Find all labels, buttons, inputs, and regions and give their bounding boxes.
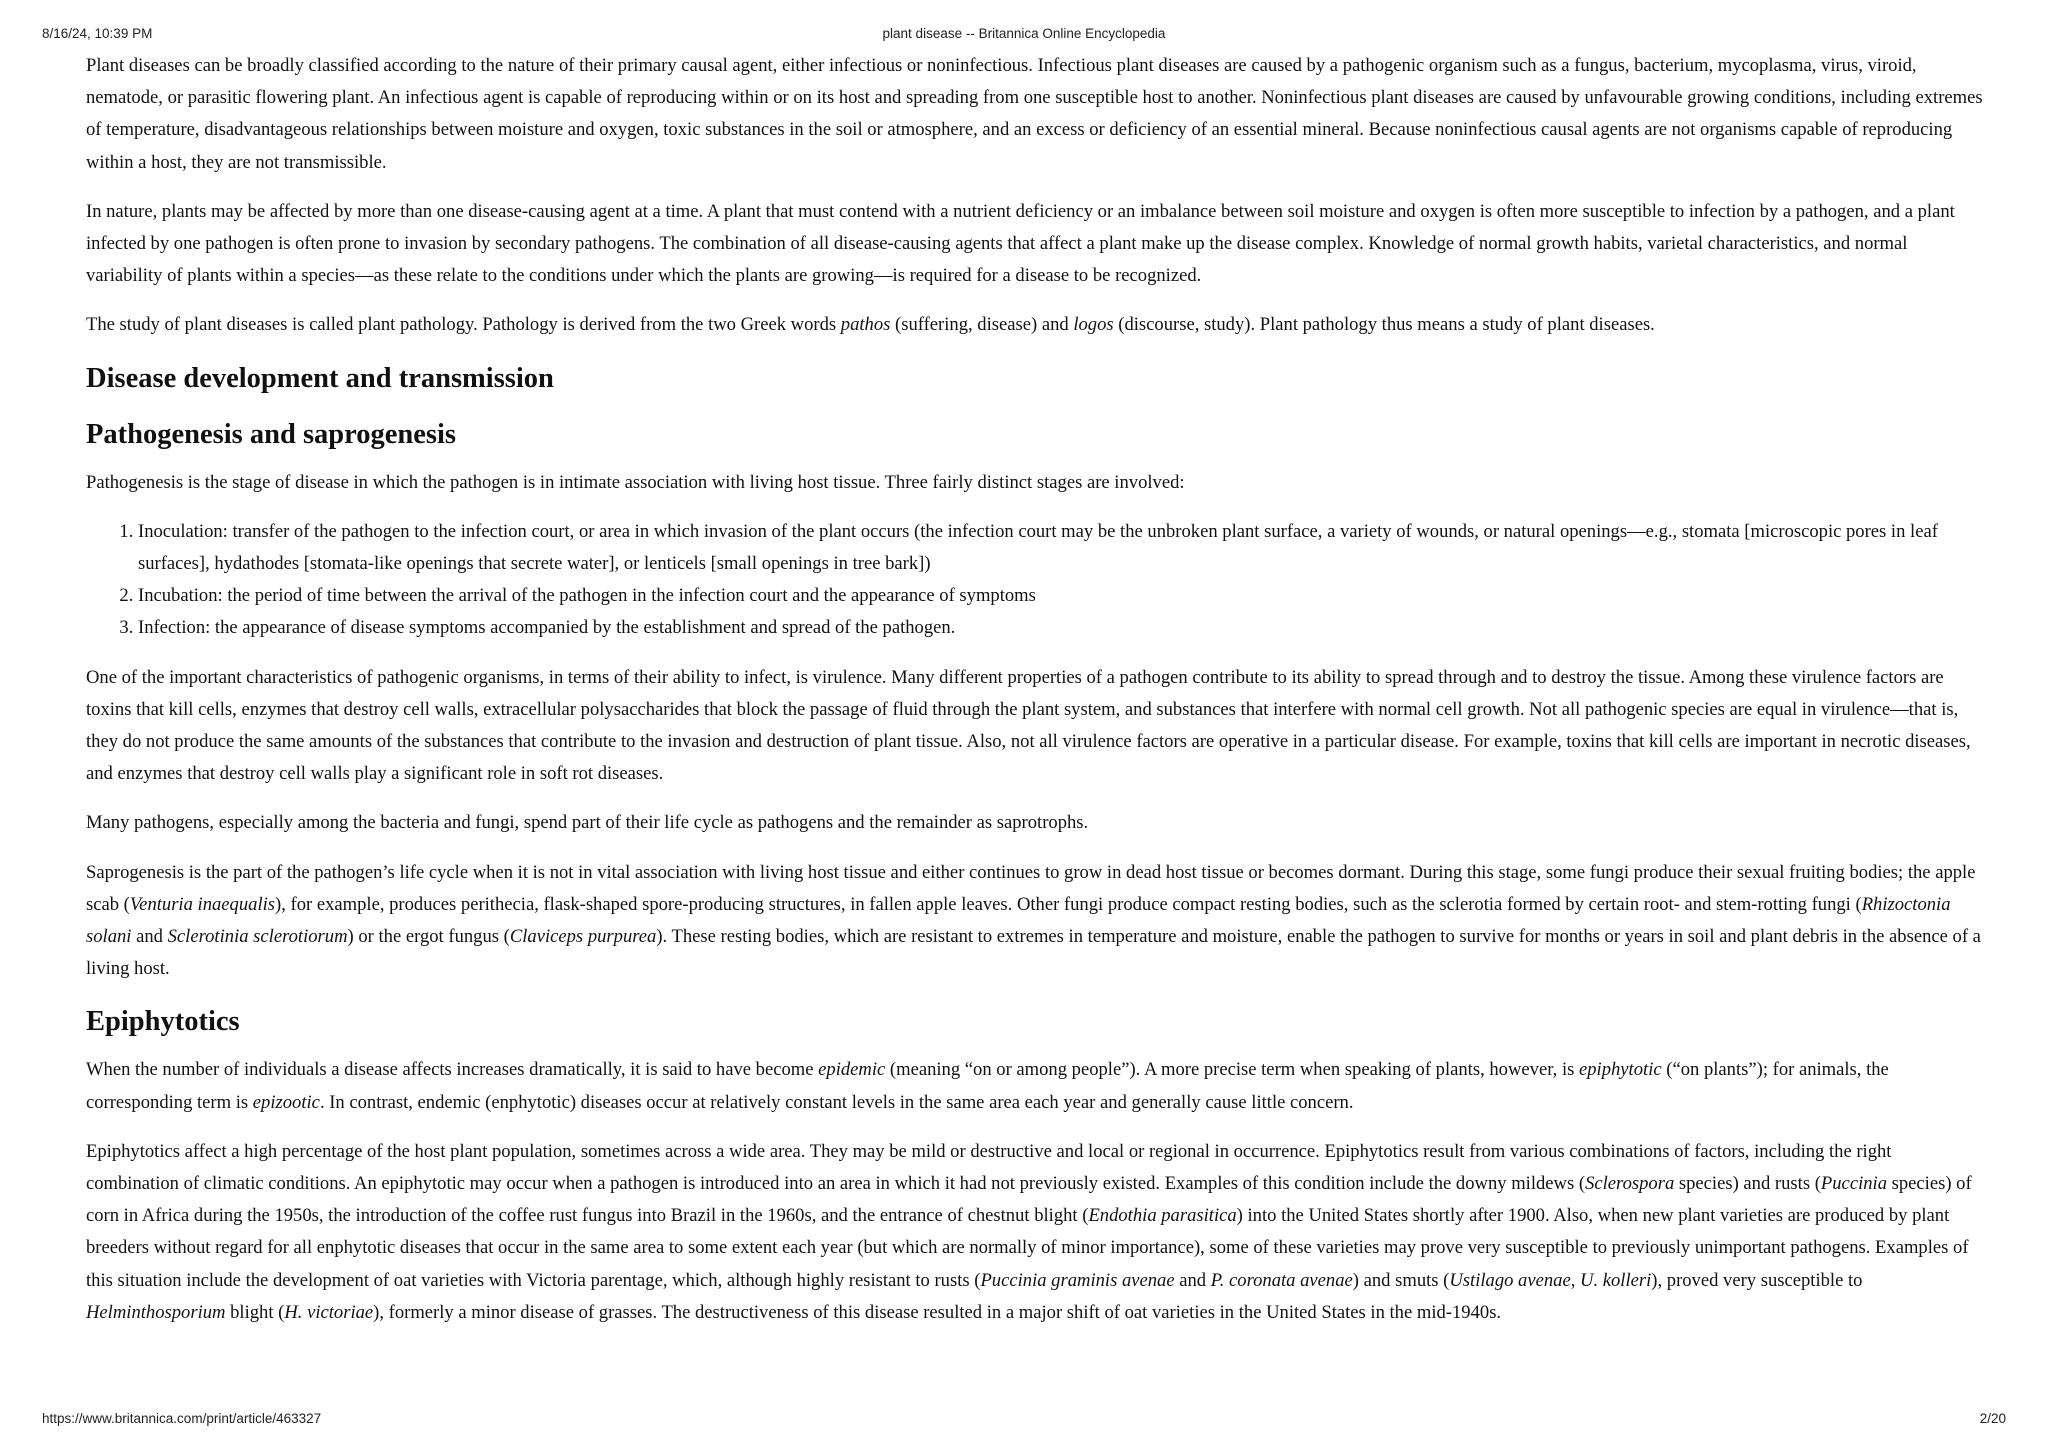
print-datetime: 8/16/24, 10:39 PM xyxy=(42,26,153,41)
list-item: 1. Inoculation: transfer of the pathogen to the infection court, or area in which invasion of the plant occurs (the infection court may be the unbroken plant surface, a variety of wounds, or natural openings—e.g., stomata [microscopic pores in leaf surfaces], hydathodes [stomata-like openings that secrete water], or lenticels [small openings in tree bark]) xyxy=(138,516,1986,580)
print-url: https://www.britannica.com/print/article/463327 xyxy=(42,1411,322,1426)
list-item: 3. Infection: the appearance of disease symptoms accompanied by the establishment and spread of the pathogen. xyxy=(138,612,1986,644)
paragraph-plant-pathology: The study of plant diseases is called plant pathology. Pathology is derived from the two Greek words pathos (suffering, disease) and logos (discourse, study). Plant pathology thus means a study of plant diseases. xyxy=(86,314,1655,336)
article-body xyxy=(86,50,1986,1346)
heading-pathogenesis: Pathogenesis and saprogenesis xyxy=(86,418,457,450)
paragraph-pathogenesis-intro: Pathogenesis is the stage of disease in which the pathogen is in intimate association with living host tissue. Three fairly distinct stages are involved: xyxy=(86,471,1185,493)
paragraph-saprogenesis: Saprogenesis is the part of the pathogen’s life cycle when it is not in vital association with living host tissue and either continues to grow in dead host tissue or becomes dormant. During this stage, some fungi produce their sexual fruiting bodies; the apple scab (Venturia inaequalis), for example, produces perithecia, flask-shaped spore-producing structures, in fallen apple leaves. Other fungi produce compact resting bodies, such as the sclerotia formed by certain root- and stem-rotting fungi (Rhizoctonia solani and Sclerotinia sclerotiorum) or the ergot fungus (Claviceps purpurea). These resting bodies, which are resistant to extremes in temperature and moisture, enable the pathogen to survive for months or years in soil and plant debris in the absence of a living host. xyxy=(86,861,1981,980)
paragraph-epidemic: When the number of individuals a disease affects increases dramatically, it is said to have become epidemic (meaning “on or among people”). A more precise term when speaking of plants, however, is epiphytotic (“on plants”); for animals, the corresponding term is epizootic. In contrast, endemic (enphytotic) diseases occur at relatively constant levels in the same area each year and generally cause little concern. xyxy=(86,1059,1889,1113)
paragraph-disease-complex: In nature, plants may be affected by more than one disease-causing agent at a time. A plant that must contend with a nutrient deficiency or an imbalance between soil moisture and oxygen is often more susceptible to infection by a pathogen, and a plant infected by one pathogen is often prone to invasion by secondary pathogens. The combination of all disease-causing agents that affect a plant make up the disease complex. Knowledge of normal growth habits, varietal characteristics, and normal variability of plants within a species—as these relate to the conditions under which the plants are growing—is required for a disease to be recognized. xyxy=(86,200,1955,287)
heading-disease-development: Disease development and transmission xyxy=(86,362,554,394)
page-number: 2/20 xyxy=(1979,1411,2006,1426)
paragraph-epiphytotic-examples: Epiphytotics affect a high percentage of the host plant population, sometimes across a wide area. They may be mild or destructive and local or regional in occurrence. Epiphytotics result from various combinations of factors, including the right combination of climatic conditions. An epiphytotic may occur when a pathogen is introduced into an area in which it had not previously existed. Examples of this condition include the downy mildews (Sclerospora species) and rusts (Puccinia species) of corn in Africa during the 1950s, the introduction of the coffee rust fungus into Brazil in the 1960s, and the entrance of chestnut blight (Endothia parasitica) into the United States shortly after 1900. Also, when new plant varieties are produced by plant breeders without regard for all enphytotic diseases that occur in the same area to some extent each year (but which are normally of minor importance), some of these varieties may prove very susceptible to previously unimportant pathogens. Examples of this situation include the development of oat varieties with Victoria parentage, which, although highly resistant to rusts (Puccinia graminis avenae and P. coronata avenae) and smuts (Ustilago avenae, U. kolleri), proved very susceptible to Helminthosporium blight (H. victoriae), formerly a minor disease of grasses. The destructiveness of this disease resulted in a major shift of oat varieties in the United States in the mid-1940s. xyxy=(86,1140,1972,1323)
pathogenesis-stages-list xyxy=(86,516,1986,645)
paragraph-classification: Plant diseases can be broadly classified according to the nature of their primary causal agent, either infectious or noninfectious. Infectious plant diseases are caused by a pathogenic organism such as a fungus, bacterium, mycoplasma, virus, viroid, nematode, or parasitic flowering plant. An infectious agent is capable of reproducing within or on its host and spreading from one susceptible host to another. Noninfectious plant diseases are caused by unfavourable growing conditions, including extremes of temperature, disadvantageous relationships between moisture and oxygen, toxic substances in the soil or atmosphere, and an excess or deficiency of an essential mineral. Because noninfectious causal agents are not organisms capable of reproducing within a host, they are not transmissible. xyxy=(86,55,1983,173)
print-footer xyxy=(42,1411,2006,1429)
print-page-title: plant disease -- Britannica Online Encyclopedia xyxy=(882,26,1166,41)
list-item: 2. Incubation: the period of time between the arrival of the pathogen in the infection court and the appearance of symptoms xyxy=(138,580,1986,612)
print-header xyxy=(42,26,2006,44)
heading-epiphytotics: Epiphytotics xyxy=(86,1006,240,1038)
paragraph-saprotrophs: Many pathogens, especially among the bacteria and fungi, spend part of their life cycle as pathogens and the remainder as saprotrophs. xyxy=(86,812,1089,834)
paragraph-virulence: One of the important characteristics of pathogenic organisms, in terms of their ability to infect, is virulence. Many different properties of a pathogen contribute to its ability to spread through and to destroy the tissue. Among these virulence factors are toxins that kill cells, enzymes that destroy cell walls, extracellular polysaccharides that block the passage of fluid through the plant system, and substances that interfere with normal cell growth. Not all pathogenic species are equal in virulence—that is, they do not produce the same amounts of the substances that contribute to the invasion and destruction of plant tissue. Also, not all virulence factors are operative in a particular disease. For example, toxins that kill cells are important in necrotic diseases, and enzymes that destroy cell walls play a significant role in soft rot diseases. xyxy=(86,666,1971,785)
